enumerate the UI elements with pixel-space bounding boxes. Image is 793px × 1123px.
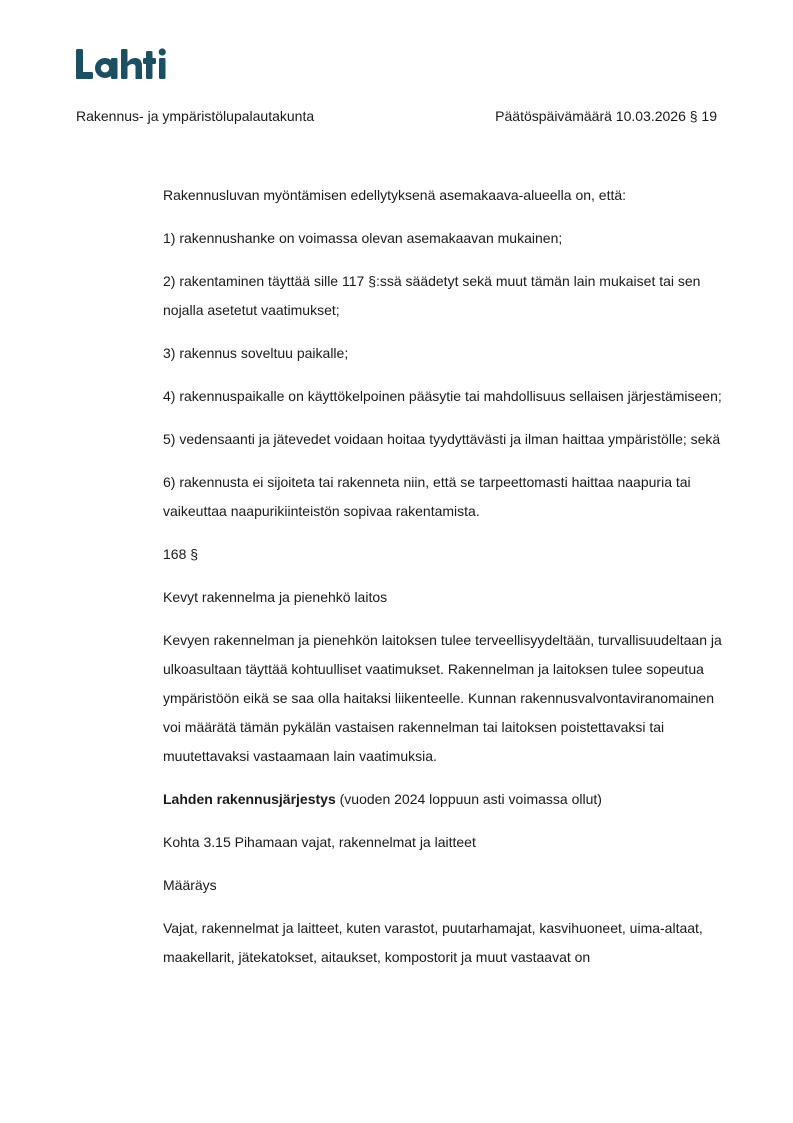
section-title: Kevyt rakennelma ja pienehkö laitos xyxy=(163,589,388,605)
paragraph: 5) vedensaanti ja jätevedet voidaan hoitaa tyydyttävästi ja ilman haittaa ympäristölle; sekä xyxy=(163,431,721,447)
item-heading: Kohta 3.15 Pihamaan vajat, rakennelmat ja laitteet xyxy=(163,834,476,850)
section-number: 168 § xyxy=(163,546,199,562)
decision-date: Päätöspäivämäärä 10.03.2026 § 19 xyxy=(495,108,717,124)
paragraph: 2) rakentaminen täyttää sille 117 §:ssä säädetyt sekä muut tämän lain mukaiset tai sen nojalla asetetut vaatimukset; xyxy=(163,273,701,318)
item-subheading: Määräys xyxy=(163,877,217,893)
paragraph: 4) rakennuspaikalle on käyttökelpoinen pääsytie tai mahdollisuus sellaisen järjestämiseen; xyxy=(163,388,722,404)
committee-name: Rakennus- ja ympäristölupalautakunta xyxy=(76,108,315,124)
regulation-title: Lahden rakennusjärjestys xyxy=(163,791,336,807)
document-body xyxy=(163,181,723,986)
paragraph: 3) rakennus soveltuu paikalle; xyxy=(163,345,349,361)
paragraph: Rakennusluvan myöntämisen edellytyksenä asemakaava-alueella on, että: xyxy=(163,187,627,203)
paragraph: Kevyen rakennelman ja pienehkön laitoksen tulee terveellisyydeltään, turvallisuudeltaan ja ulkoasultaan täyttää kohtuulliset vaatimukset. Rakennelman ja laitoksen tulee sopeutua ympäristöön eikä se saa olla haitaksi liikenteelle. Kunnan rakennusvalvontaviranomainen voi määrätä tämän pykälän vastaisen rakennelman tai laitoksen poistettavaksi tai muutettavaksi vastaamaan lain vaatimuksia. xyxy=(163,632,722,764)
document-header xyxy=(76,107,717,125)
paragraph: 1) rakennushanke on voimassa olevan asemakaavan mukainen; xyxy=(163,230,563,246)
paragraph: Vajat, rakennelmat ja laitteet, kuten varastot, puutarhamajat, kasvihuoneet, uima-altaat, maakellarit, jätekatokset, aitaukset, kompostorit ja muut vastaavat on xyxy=(163,920,703,965)
regulation-heading xyxy=(163,785,723,814)
regulation-note: (vuoden 2024 loppuun asti voimassa ollut) xyxy=(335,791,602,807)
paragraph: 6) rakennusta ei sijoiteta tai rakenneta niin, että se tarpeettomasti haittaa naapuria tai vaikeuttaa naapurikiinteistön sopivaa rakentamista. xyxy=(163,474,691,519)
lahti-logo xyxy=(75,46,167,82)
